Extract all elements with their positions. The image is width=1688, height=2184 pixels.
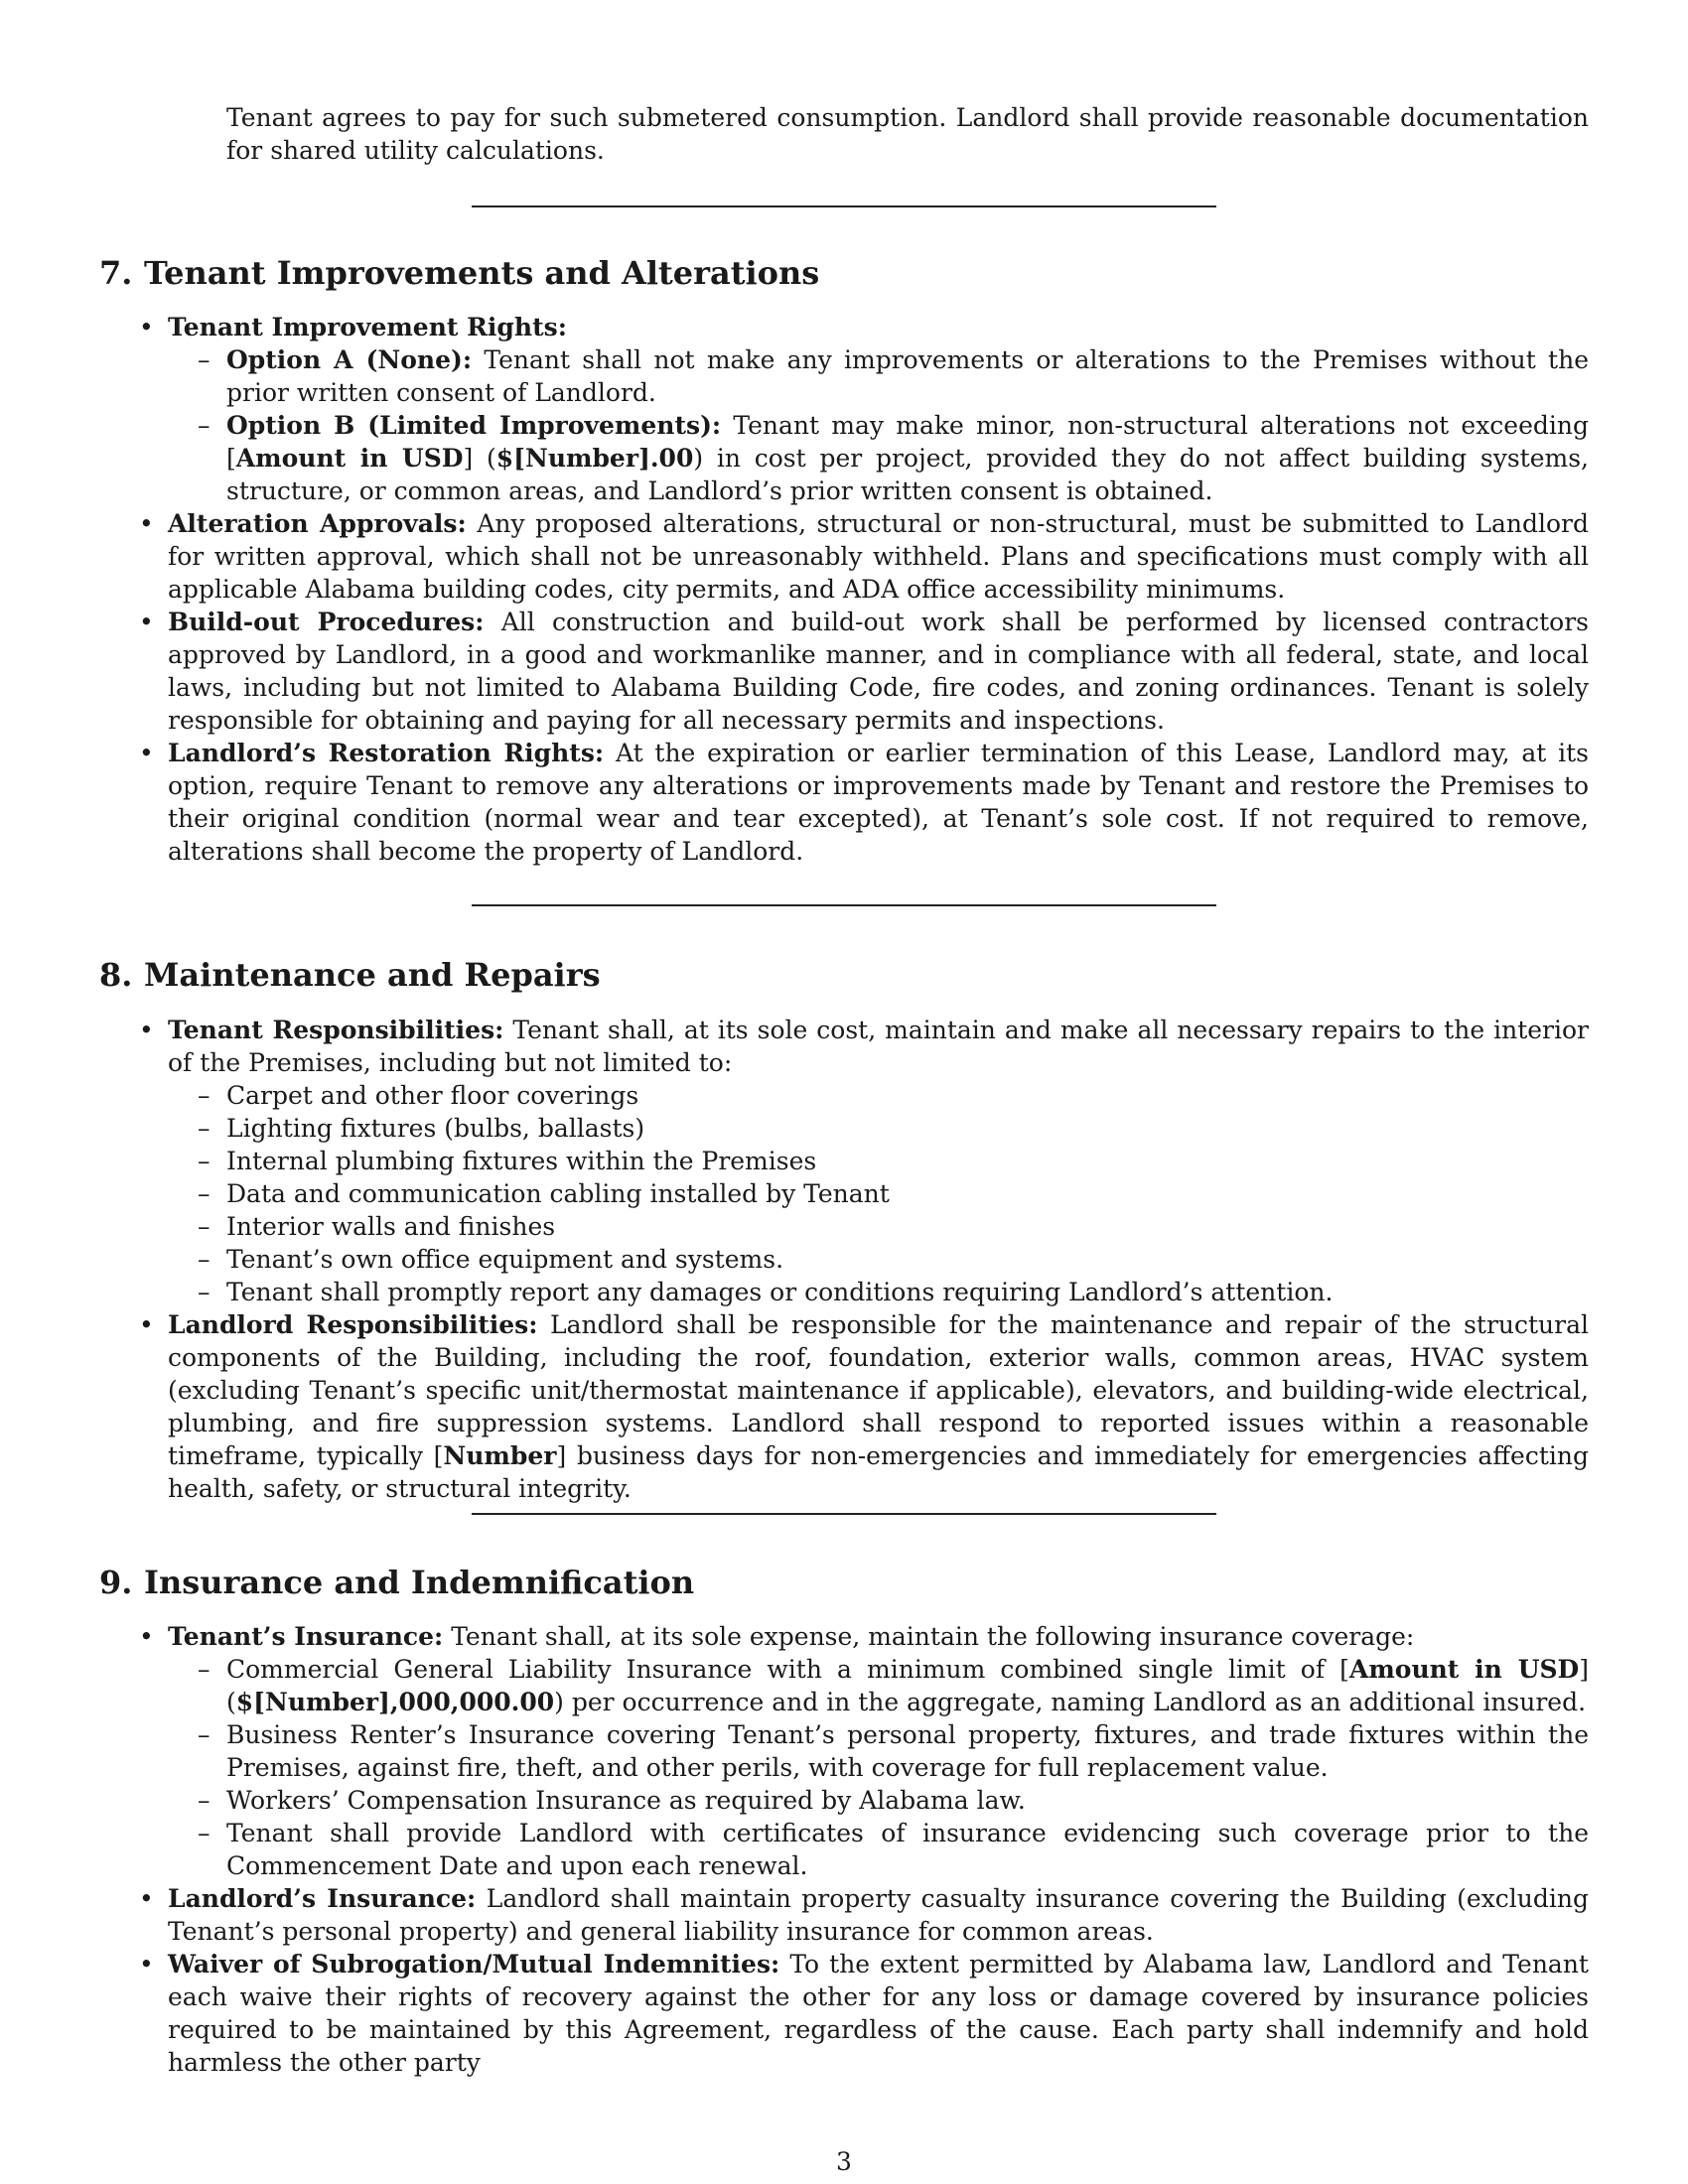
list-item [0,1014,1589,1308]
list-item [0,311,1589,507]
dash-icon: – [198,1819,211,1847]
bullet-icon: • [139,739,154,767]
sub-list-item [168,1817,1589,1882]
dash-icon: – [198,1786,211,1815]
item-text: All construction and build-out work shall be performed by licensed contractors approved by Landlord, in a good and workmanlike manner, and in compliance with all federal, state, and local laws, including but not limited to Alabama Building Code, fire codes, and zoning ordinances. Tenant is solely responsible for obtaining and paying for all necessary permits and inspections. [168,608,1589,735]
dash-icon: – [198,1081,211,1110]
sub-list-item [168,1243,1589,1276]
bullet-icon: • [139,1016,154,1044]
bullet-icon: • [139,1884,154,1913]
section-7-list [0,311,1589,868]
section-7-heading [99,254,819,292]
dash-icon: – [198,345,211,374]
dash-icon: – [198,1179,211,1208]
item-label: Tenant’s Insurance: [168,1622,444,1651]
item-text: Interior walls and finishes [226,1212,556,1241]
item-label: Alteration Approvals: [168,509,467,538]
item-text: Tenant shall, at its sole expense, maintain the following insurance coverage: [451,1622,1415,1651]
section-divider [472,205,1216,207]
section-title: Maintenance and Repairs [144,956,601,994]
dash-icon: – [198,1114,211,1143]
item-text: Tenant may make minor, non-structural alterations not exceeding [Amount in USD] ($[Number].00) in cost per project, provided they do not affect building systems, structure, or common areas, and Landlord’s prior written consent is obtained. [226,411,1589,505]
bullet-icon: • [139,509,154,538]
section-number: 8. [99,956,133,994]
bullet-icon: • [139,1950,154,1979]
sub-list-item [168,343,1589,409]
item-text: Tenant shall, at its sole cost, maintain and make all necessary repairs to the interior of the Premises, including but not limited to: [168,1016,1589,1077]
section-title: Insurance and Indemnification [144,1564,695,1601]
section-title: Tenant Improvements and Alterations [144,254,820,292]
section-number: 9. [99,1564,133,1601]
item-text: Business Renter’s Insurance covering Tenant’s personal property, fixtures, and trade fixtures within the Premises, against fire, theft, and other perils, with coverage for full replacement value. [226,1720,1589,1782]
sub-list-item [168,1145,1589,1177]
section-divider [472,1513,1216,1515]
dash-icon: – [198,1147,211,1175]
item-text: At the expiration or earlier termination of this Lease, Landlord may, at its option, require Tenant to remove any alterations or improvements made by Tenant and restore the Premises to their original condition (normal wear and tear excepted), at Tenant’s sole cost. If not required to remove, alterations shall become the property of Landlord. [168,739,1589,866]
dash-icon: – [198,1655,211,1684]
item-label: Option B (Limited Improvements): [226,411,722,440]
sub-list-item [168,1784,1589,1817]
item-label: Landlord’s Insurance: [168,1884,477,1913]
list-item [0,1620,1589,1882]
bullet-icon: • [139,1310,154,1339]
item-text: Workers’ Compensation Insurance as required by Alabama law. [226,1786,1026,1815]
sub-list [168,1653,1589,1882]
item-label: Build-out Procedures: [168,608,485,636]
sub-list-item [168,1079,1589,1112]
item-label: Landlord Responsibilities: [168,1310,538,1339]
item-text: Lighting fixtures (bulbs, ballasts) [226,1114,645,1143]
bullet-icon: • [139,1622,154,1651]
item-text: Tenant shall provide Landlord with certificates of insurance evidencing such coverage prior to the Commencement Date and upon each renewal. [226,1819,1589,1880]
sub-list [168,343,1589,507]
section-number: 7. [99,254,133,292]
item-label: Tenant Responsibilities: [168,1016,504,1044]
list-item [0,1308,1589,1505]
list-item [0,507,1589,606]
sub-list-item [168,1718,1589,1784]
item-text: Commercial General Liability Insurance with a minimum combined single limit of [Amount in USD] ($[Number],000,000.00) per occurrence and in the aggregate, naming Landlord as an additional insured. [226,1655,1590,1716]
sub-list-item [168,1210,1589,1243]
item-text: Internal plumbing fixtures within the Premises [226,1147,817,1175]
list-item [0,606,1589,737]
dash-icon: – [198,1245,211,1274]
page-number: 3 [836,2147,852,2176]
sub-list [168,1079,1589,1308]
item-text: Any proposed alterations, structural or non-structural, must be submitted to Landlord for written approval, which shall not be unreasonably withheld. Plans and specifications must comply with all applicable Alabama building codes, city permits, and ADA office accessibility minimums. [168,509,1590,604]
bullet-icon: • [139,313,154,341]
section-8-heading [99,956,601,994]
list-item [0,1882,1589,1948]
sub-list-item [168,409,1589,507]
dash-icon: – [198,1720,211,1749]
list-item [0,737,1589,868]
item-text: Tenant shall promptly report any damages or conditions requiring Landlord’s attention. [226,1278,1334,1306]
list-item [0,1948,1589,2079]
item-label: Waiver of Subrogation/Mutual Indemnities: [168,1950,780,1979]
bullet-icon: • [139,608,154,636]
item-text: Data and communication cabling installed by Tenant [226,1179,890,1208]
section-9-list [0,1620,1589,2079]
sub-list-item [168,1112,1589,1145]
dash-icon: – [198,411,211,440]
item-text: To the extent permitted by Alabama law, Landlord and Tenant each waive their rights of recovery against the other for any loss or damage covered by insurance policies required to be maintained by this Agreement, regardless of the cause. Each party shall indemnify and hold harmless the other party [168,1950,1589,2077]
section-divider [472,904,1216,906]
dash-icon: – [198,1212,211,1241]
item-text: Carpet and other floor coverings [226,1081,639,1110]
section-8-list [0,1014,1589,1505]
sub-list-item [168,1177,1589,1210]
item-text: Landlord shall be responsible for the maintenance and repair of the structural components of the Building, including the roof, foundation, exterior walls, common areas, HVAC system (excluding Tenant’s specific unit/thermostat maintenance if applicable), elevators, and building-wide electrical, plumbing, and fire suppression systems. Landlord shall respond to reported issues within a reasonable timeframe, typically [Number] business days for non-emergencies and immediately for emergencies affecting health, safety, or structural integrity. [168,1310,1589,1503]
section-9-heading [99,1564,694,1601]
intro-paragraph: Tenant agrees to pay for such submetered consumption. Landlord shall provide reasonable documentation for shared utility calculations. [226,103,1589,165]
sub-list-item [168,1276,1589,1308]
item-text: Landlord shall maintain property casualty insurance covering the Building (excluding Tenant’s personal property) and general liability insurance for common areas. [168,1884,1589,1946]
item-text: Tenant shall not make any improvements or alterations to the Premises without the prior written consent of Landlord. [226,345,1589,407]
sub-list-item [168,1653,1589,1718]
item-text: Tenant’s own office equipment and systems. [226,1245,784,1274]
item-label: Tenant Improvement Rights: [168,313,567,341]
item-label: Landlord’s Restoration Rights: [168,739,605,767]
item-label: Option A (None): [226,345,473,374]
dash-icon: – [198,1278,211,1306]
